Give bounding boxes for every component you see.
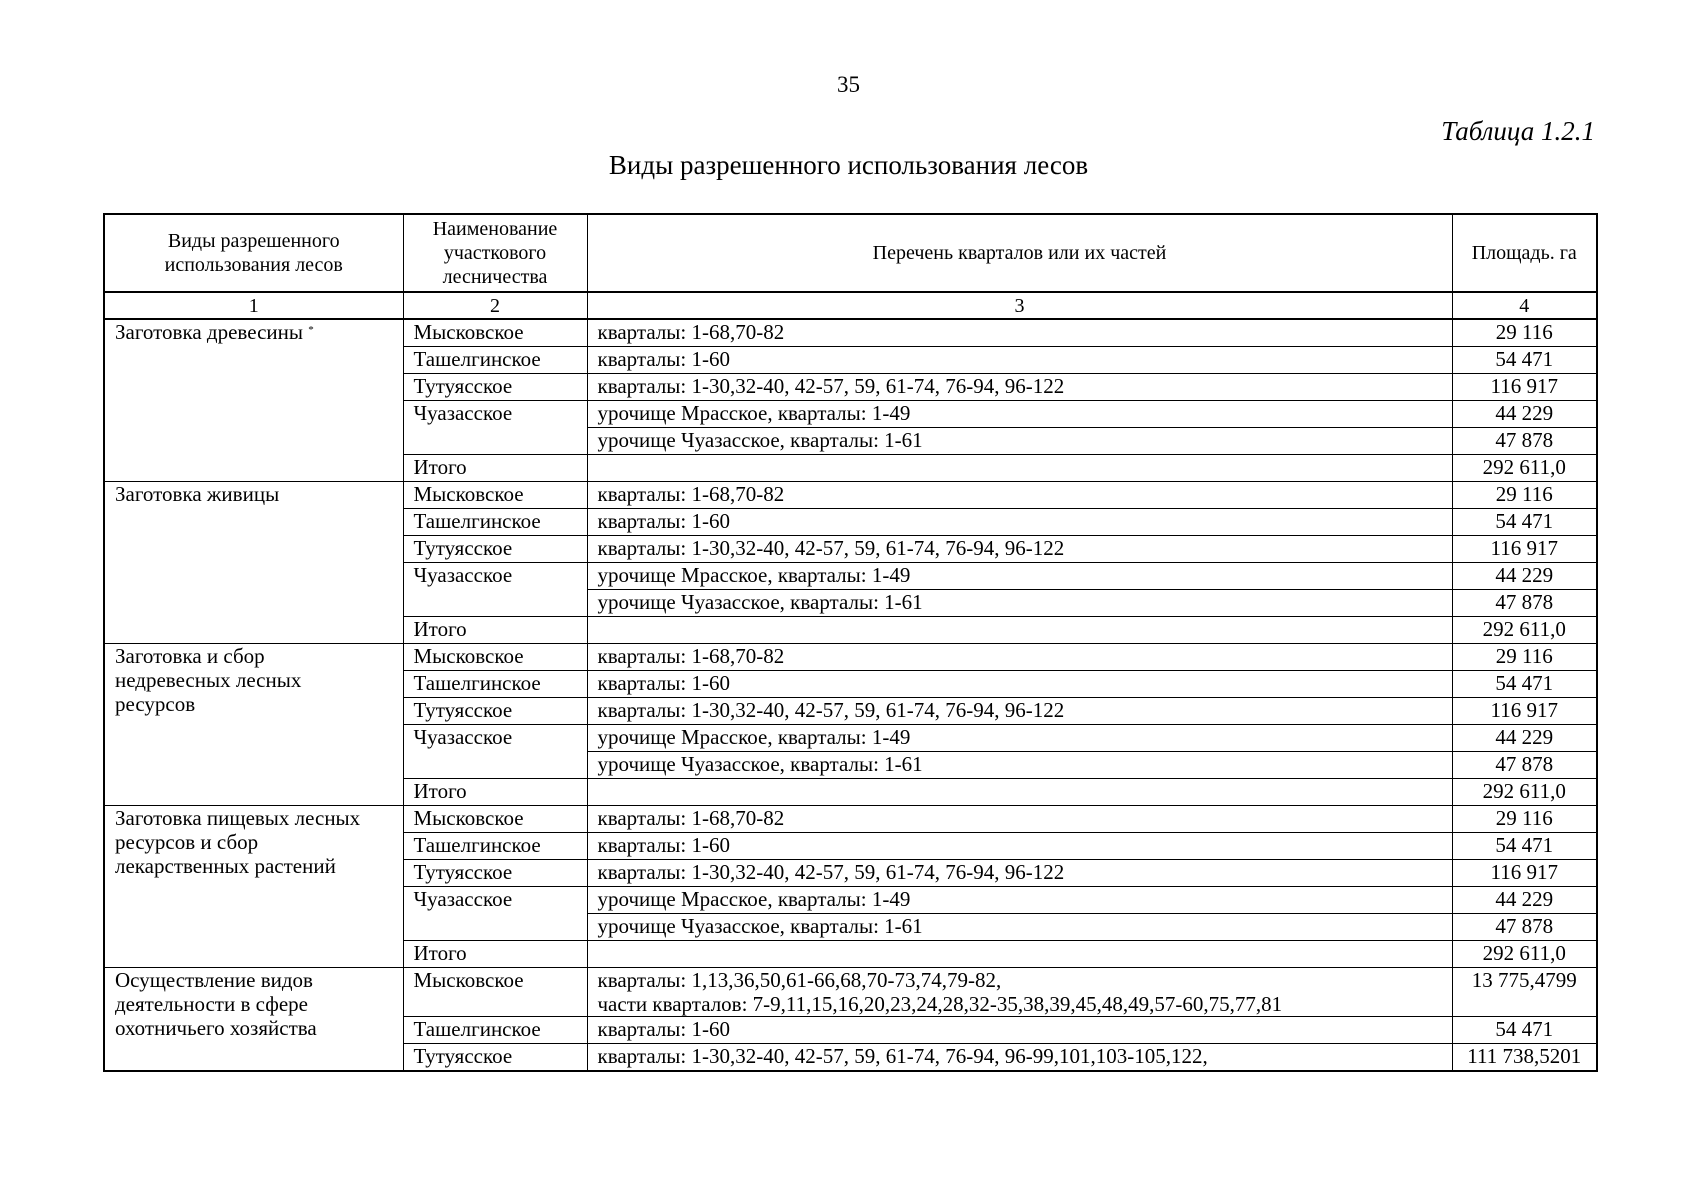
quarters-cell: кварталы: 1-68,70-82 [587,806,1452,833]
area-cell: 47 878 [1452,590,1597,617]
total-empty-cell [587,779,1452,806]
quarters-cell: кварталы: 1-60 [587,671,1452,698]
quarters-cell: кварталы: 1-60 [587,1017,1452,1044]
forestry-cell: Мысковское [403,482,587,509]
quarters-cell: кварталы: 1-68,70-82 [587,644,1452,671]
use-type-cell [104,319,403,482]
forestry-cell: Мысковское [403,968,587,1017]
quarters-cell: кварталы: 1-30,32-40, 42-57, 59, 61-74, 76-94, 96-122 [587,698,1452,725]
use-type-label: Заготовка живицы [115,482,280,506]
table-row [104,319,1597,347]
area-cell: 116 917 [1452,860,1597,887]
use-type-line: Заготовка пищевых лесных [115,806,361,830]
total-value: 292 611,0 [1452,455,1597,482]
page-number: 35 [837,72,860,97]
quarters-cell: урочище Мрасское, кварталы: 1-49 [587,563,1452,590]
table-row [104,806,1597,833]
area-cell: 13 775,4799 [1452,968,1597,1017]
footnote-marker: * [308,324,314,336]
forestry-cell: Мысковское [403,644,587,671]
forestry-cell: Ташелгинское [403,509,587,536]
total-value: 292 611,0 [1452,779,1597,806]
forestry-cell-empty [403,428,587,455]
total-value: 292 611,0 [1452,617,1597,644]
quarters-cell: урочище Чуазасское, кварталы: 1-61 [587,428,1452,455]
forestry-cell: Чуазасское [403,401,587,428]
quarters-line: части кварталов: 7-9,11,15,16,20,23,24,28,32-35,38,39,45,48,49,57-60,75,77,81 [597,992,1283,1016]
area-cell: 44 229 [1452,401,1597,428]
use-type-cell [104,968,403,1072]
quarters-cell: урочище Мрасское, кварталы: 1-49 [587,725,1452,752]
quarters-cell: кварталы: 1-30,32-40, 42-57, 59, 61-74, 76-94, 96-122 [587,536,1452,563]
header-quarters: Перечень кварталов или их частей [587,214,1452,292]
use-type-line: Заготовка и сбор [115,644,265,668]
quarters-cell: кварталы: 1-60 [587,347,1452,374]
total-empty-cell [587,617,1452,644]
use-type-line: лекарственных растений [115,854,336,878]
total-value: 292 611,0 [1452,941,1597,968]
forestry-cell: Мысковское [403,319,587,347]
quarters-cell: урочище Мрасское, кварталы: 1-49 [587,887,1452,914]
forestry-cell: Ташелгинское [403,833,587,860]
area-cell: 116 917 [1452,374,1597,401]
forestry-cell: Тутуясское [403,374,587,401]
area-cell: 29 116 [1452,482,1597,509]
forestry-cell: Ташелгинское [403,1017,587,1044]
area-cell: 54 471 [1452,833,1597,860]
use-type-cell [104,482,403,644]
table-row [104,482,1597,509]
quarters-cell: кварталы: 1-68,70-82 [587,319,1452,347]
use-type-line: ресурсов [115,692,196,716]
quarters-cell: кварталы: 1-60 [587,833,1452,860]
column-number: 2 [403,292,587,319]
forestry-cell-empty [403,752,587,779]
quarters-cell: кварталы: 1-30,32-40, 42-57, 59, 61-74, 76-94, 96-99,101,103-105,122, [587,1044,1452,1072]
use-type-cell [104,644,403,806]
table-row [104,644,1597,671]
header-area: Площадь. га [1452,214,1597,292]
area-cell: 29 116 [1452,644,1597,671]
quarters-cell: урочище Чуазасское, кварталы: 1-61 [587,590,1452,617]
area-cell: 29 116 [1452,806,1597,833]
use-type-line: деятельности в сфере [115,992,308,1016]
area-cell: 54 471 [1452,671,1597,698]
quarters-cell: урочище Чуазасское, кварталы: 1-61 [587,914,1452,941]
quarters-cell: кварталы: 1-30,32-40, 42-57, 59, 61-74, 76-94, 96-122 [587,860,1452,887]
area-cell: 47 878 [1452,914,1597,941]
header-forestry: Наименование участкового лесничества [403,214,587,292]
use-type-label: Заготовка древесины [115,320,303,344]
use-type-line: Осуществление видов [115,968,313,992]
forestry-cell: Мысковское [403,806,587,833]
area-cell: 111 738,5201 [1452,1044,1597,1072]
total-label: Итого [403,941,587,968]
total-label: Итого [403,455,587,482]
quarters-cell: кварталы: 1-68,70-82 [587,482,1452,509]
area-cell: 44 229 [1452,725,1597,752]
header-use-type: Виды разрешенного использования лесов [104,214,403,292]
forestry-cell: Чуазасское [403,563,587,590]
quarters-cell: кварталы: 1-60 [587,509,1452,536]
table-caption: Таблица 1.2.1 [1441,116,1595,146]
use-type-line: охотничьего хозяйства [115,1016,317,1040]
quarters-cell: урочище Мрасское, кварталы: 1-49 [587,401,1452,428]
forestry-cell: Ташелгинское [403,347,587,374]
forestry-cell: Тутуясское [403,1044,587,1072]
forestry-cell-empty [403,914,587,941]
table-title: Виды разрешенного использования лесов [608,150,1089,180]
total-empty-cell [587,941,1452,968]
use-type-line: недревесных лесных [115,668,302,692]
table-row [104,968,1597,1017]
forestry-cell: Ташелгинское [403,671,587,698]
area-cell: 44 229 [1452,563,1597,590]
table-header-row [104,214,1597,292]
area-cell: 116 917 [1452,536,1597,563]
forestry-cell: Тутуясское [403,698,587,725]
forestry-cell: Чуазасское [403,725,587,752]
column-number-row [104,292,1597,319]
area-cell: 54 471 [1452,347,1597,374]
total-label: Итого [403,779,587,806]
quarters-cell: кварталы: 1-30,32-40, 42-57, 59, 61-74, 76-94, 96-122 [587,374,1452,401]
column-number: 4 [1452,292,1597,319]
area-cell: 47 878 [1452,752,1597,779]
forestry-cell: Тутуясское [403,860,587,887]
use-type-cell [104,806,403,968]
total-empty-cell [587,455,1452,482]
column-number: 3 [587,292,1452,319]
area-cell: 116 917 [1452,698,1597,725]
forestry-cell: Чуазасское [403,887,587,914]
total-label: Итого [403,617,587,644]
quarters-cell: урочище Чуазасское, кварталы: 1-61 [587,752,1452,779]
forest-use-table [103,213,1598,1072]
forestry-cell-empty [403,590,587,617]
area-cell: 54 471 [1452,509,1597,536]
quarters-cell [587,968,1452,1017]
column-number: 1 [104,292,403,319]
forestry-cell: Тутуясское [403,536,587,563]
area-cell: 54 471 [1452,1017,1597,1044]
quarters-line: кварталы: 1,13,36,50,61-66,68,70-73,74,79-82, [597,968,1002,992]
area-cell: 44 229 [1452,887,1597,914]
area-cell: 47 878 [1452,428,1597,455]
area-cell: 29 116 [1452,319,1597,347]
use-type-line: ресурсов и сбор [115,830,259,854]
table-body [104,319,1597,1071]
